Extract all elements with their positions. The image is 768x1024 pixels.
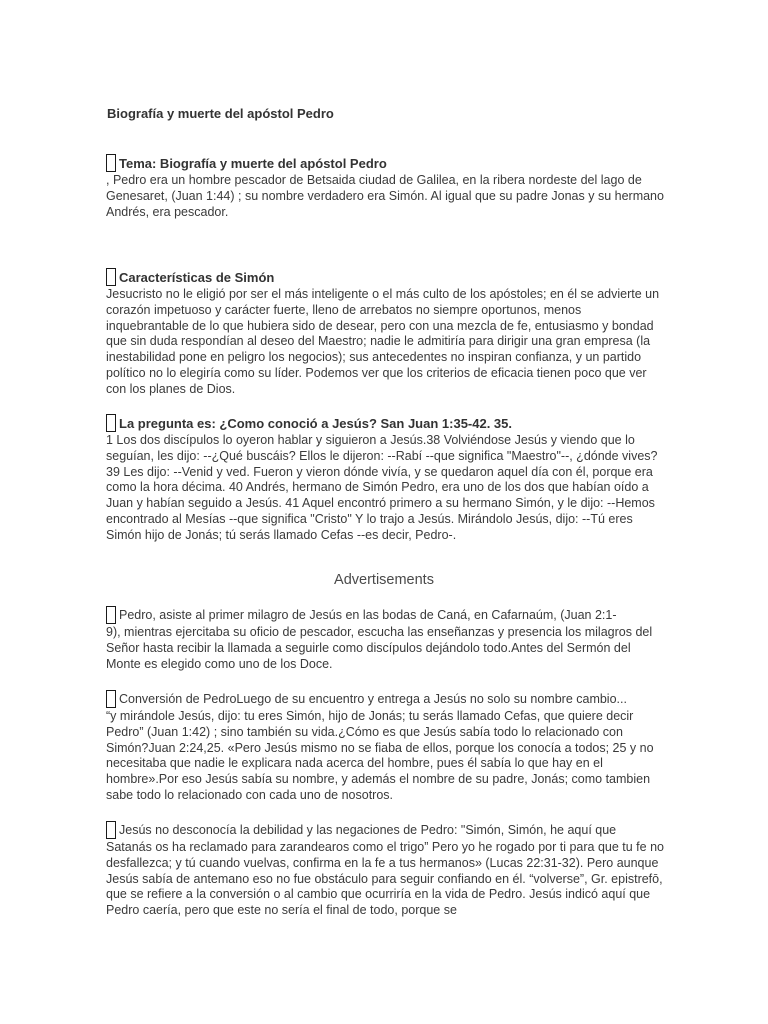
document-title: Biografía y muerte del apóstol Pedro: [107, 106, 334, 121]
section-heading: [106, 267, 666, 287]
section-tema: [106, 153, 666, 220]
section-body: Satanás os ha reclamado para zarandearos como el trigo” Pero yo he rogado por ti para que tu fe no desfallezca; y tú cuando vuelvas, confirma en la fe a tus hermanos» (Lucas 22:31-32). Pero aunque Jesús sabía de antemano eso no fue obstáculo para seguir confiando en él. “volverse”, Gr. epistrefō, que se refiere a la conversión o al cambio que ocurriría en la vida de Pedro. Jesús indicó aquí que Pedro caería, pero que este no sería el final de todo, porque se: [106, 840, 664, 918]
section-heading: [106, 689, 666, 709]
section-heading: [106, 820, 666, 840]
advertisements-label: Advertisements: [334, 572, 434, 588]
missing-glyph-box-icon: [106, 154, 116, 172]
paragraph-lead-text: Jesús no desconocía la debilidad y las negaciones de Pedro: "Simón, Simón, he aquí que: [119, 823, 617, 837]
section-conversion: [106, 689, 666, 804]
section-body: 1 Los dos discípulos lo oyeron hablar y siguieron a Jesús.38 Volviéndose Jesús y viendo que lo seguían, les dijo: --¿Qué buscáis? Ellos le dijeron: --Rabí --que significa "Maestro"--, ¿dónde vives? 39 Les dijo: --Venid y ved. Fueron y vieron dónde vivía, y se quedaron aquel día con él, porque era como la hora décima. 40 Andrés, hermano de Simón Pedro, era uno de los dos que habían oído a Juan y habían seguido a Jesús. 41 Aquel encontró primero a su hermano Simón, y le dijo: --Hemos encontrado al Mesías --que significa "Cristo" Y lo trajo a Jesús. Mirándolo Jesús, dijo: --Tú eres Simón hijo de Jonás; tú serás llamado Cefas --es decir, Pedro-.: [106, 433, 658, 542]
missing-glyph-box-icon: [106, 606, 116, 624]
section-pregunta: [106, 413, 666, 544]
section-heading-text: Tema: Biografía y muerte del apóstol Pedro: [119, 155, 387, 171]
paragraph-lead-text: Pedro, asiste al primer milagro de Jesús en las bodas de Caná, en Cafarnaúm, (Juan 2:1-: [119, 608, 617, 622]
section-body: , Pedro era un hombre pescador de Betsaida ciudad de Galilea, en la ribera nordeste del lago de Genesaret, (Juan 1:44) ; su nombre verdadero era Simón. Al igual que su padre Jonas y su hermano Andrés, era pescador.: [106, 173, 664, 219]
section-body: Jesucristo no le eligió por ser el más inteligente o el más culto de los apóstoles; en él se advierte un corazón impetuoso y carácter fuerte, lleno de arrebatos no siempre oportunos, menos inquebrantable de lo que hubiera sido de desear, pero con una mezcla de fe, entusiasmo y bondad que sin duda respondían al deseo del Maestro; nadie le admitiría para dirigir una gran empresa (la inestabilidad pone en peligro los negocios); sus antecedentes no inspiran confianza, y un partido político no lo elegiría como su líder. Podemos ver que los criterios de eficacia tienen poco que ver con los planes de Dios.: [106, 287, 660, 396]
section-body: “y mirándole Jesús, dijo: tu eres Simón, hijo de Jonás; tu serás llamado Cefas, que quiere decir Pedro” (Juan 1:42) ; sino también su vida.¿Cómo es que Jesús sabía todo lo relacionado con Simón?Juan 2:24,25. «Pero Jesús mismo no se fiaba de ellos, porque los conocía a todos; 25 y no necesitaba que nadie le explicara nada acerca del hombre, pues él sabía lo que hay en el hombre».Por eso Jesús sabía su nombre, y además el nombre de su padre, Jonás; como tambien sabe todo lo relacionado con cada uno de nosotros.: [106, 709, 654, 802]
section-heading-text: La pregunta es: ¿Como conoció a Jesús? San Juan 1:35-42. 35.: [119, 415, 513, 431]
section-heading-text: Características de Simón: [119, 269, 275, 285]
missing-glyph-box-icon: [106, 268, 116, 286]
missing-glyph-box-icon: [106, 414, 116, 432]
missing-glyph-box-icon: [106, 690, 116, 708]
section-body: 9), mientras ejercitaba su oficio de pescador, escucha las enseñanzas y presencia los milagros del Señor hasta recibir la llamada a seguirle como discípulos dejándolo todo.Antes del Sermón del Monte es elegido como uno de los Doce.: [106, 625, 653, 671]
paragraph-lead-text: Conversión de PedroLuego de su encuentro y entrega a Jesús no solo su nombre cambio...: [119, 692, 627, 706]
missing-glyph-box-icon: [106, 821, 116, 839]
section-heading: [106, 413, 666, 433]
section-debilidad: [106, 820, 666, 919]
section-heading: [106, 153, 666, 173]
section-heading: [106, 605, 666, 625]
section-caracteristicas: [106, 267, 666, 398]
section-bodas-cana: [106, 605, 666, 672]
